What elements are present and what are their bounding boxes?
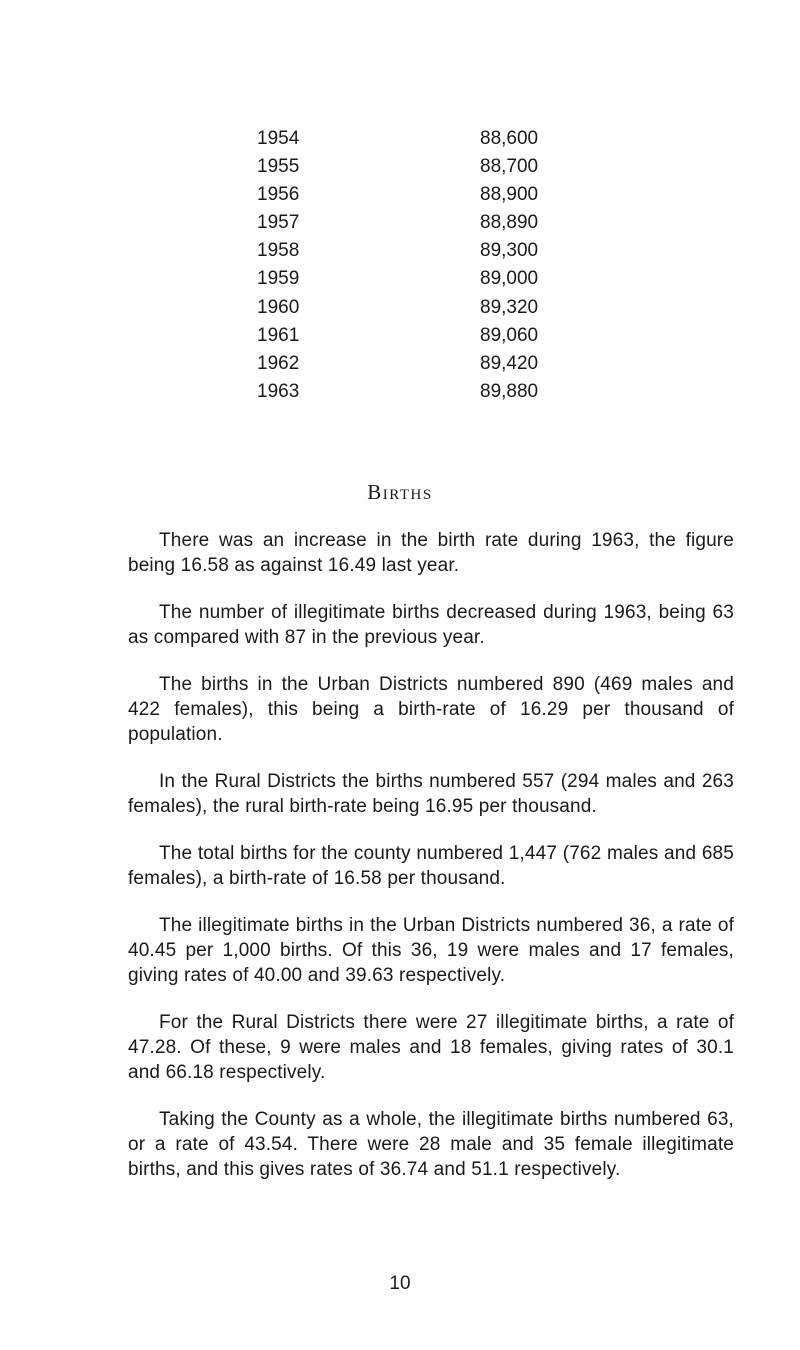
table-row xyxy=(0,265,800,293)
year-cell: 1958 xyxy=(257,240,300,262)
population-cell: 89,420 xyxy=(480,352,539,374)
population-cell: 88,900 xyxy=(480,184,539,206)
page-number: 10 xyxy=(389,1273,411,1294)
table-row xyxy=(0,322,800,350)
population-cell: 88,700 xyxy=(480,156,539,178)
paragraph: The total births for the county numbered 1,447 (762 males and 685 females), a birth-rate of 16.58 per thousand. xyxy=(128,843,734,889)
table-row xyxy=(0,294,800,322)
paragraph: In the Rural Districts the births numbered 557 (294 males and 263 females), the rural birth-rate being 16.95 per thousand. xyxy=(128,771,734,817)
year-cell: 1962 xyxy=(257,352,300,374)
year-cell: 1961 xyxy=(257,324,300,346)
births-heading: Births xyxy=(367,480,433,504)
table-row xyxy=(0,209,800,237)
paragraph: For the Rural Districts there were 27 illegitimate births, a rate of 47.28. Of these, 9 were males and 18 females, giving rates of 30.1 and 66.18 respectively. xyxy=(128,1012,734,1083)
population-cell: 89,300 xyxy=(480,240,539,262)
paragraph: There was an increase in the birth rate during 1963, the figure being 16.58 as against 16.49 last year. xyxy=(128,530,734,576)
population-cell: 89,880 xyxy=(480,380,539,402)
population-table xyxy=(0,125,800,406)
table-row xyxy=(0,125,800,153)
year-cell: 1956 xyxy=(257,184,300,206)
year-cell: 1963 xyxy=(257,380,300,402)
population-cell: 88,890 xyxy=(480,212,539,234)
year-cell: 1959 xyxy=(257,268,300,290)
population-cell: 89,060 xyxy=(480,324,539,346)
paragraph: The illegitimate births in the Urban Districts numbered 36, a rate of 40.45 per 1,000 births. Of this 36, 19 were males and 17 females, giving rates of 40.00 and 39.63 respectively. xyxy=(128,915,734,986)
table-row xyxy=(0,153,800,181)
table-row xyxy=(0,350,800,378)
paragraph: Taking the County as a whole, the illegitimate births numbered 63, or a rate of 43.54. There were 28 male and 35 female illegitimate births, and this gives rates of 36.74 and 51.1 respectively. xyxy=(128,1109,734,1180)
table-row xyxy=(0,181,800,209)
year-cell: 1954 xyxy=(257,128,300,149)
paragraph: The births in the Urban Districts numbered 890 (469 males and 422 females), this being a birth-rate of 16.29 per thousand of population. xyxy=(128,674,734,745)
table-row xyxy=(0,378,800,406)
year-cell: 1957 xyxy=(257,212,300,234)
births-text xyxy=(128,528,734,1204)
year-cell: 1960 xyxy=(257,296,300,318)
population-cell: 89,000 xyxy=(480,268,539,290)
year-cell: 1955 xyxy=(257,156,300,178)
table-row xyxy=(0,237,800,265)
population-cell: 89,320 xyxy=(480,296,539,318)
paragraph: The number of illegitimate births decreased during 1963, being 63 as compared with 87 in the previous year. xyxy=(128,602,734,648)
population-cell: 88,600 xyxy=(480,128,539,149)
